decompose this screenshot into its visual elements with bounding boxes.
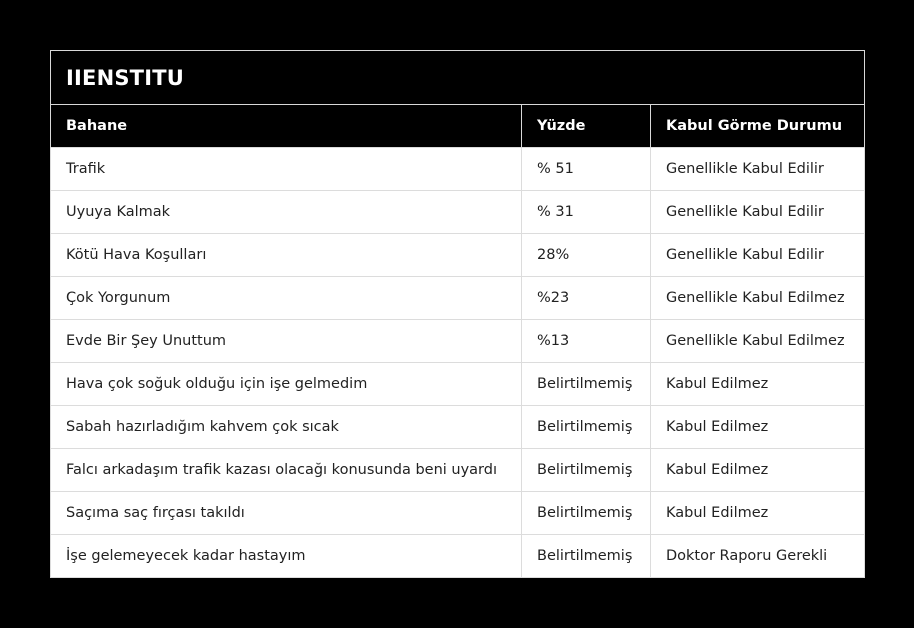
percentage-cell: Belirtilmemiş <box>522 406 651 449</box>
acceptance-cell: Doktor Raporu Gerekli <box>651 535 865 578</box>
table-row <box>51 492 865 535</box>
table-row <box>51 277 865 320</box>
excuse-cell: Saçıma saç fırçası takıldı <box>51 492 522 535</box>
table-title-row <box>51 51 865 105</box>
table-row <box>51 535 865 578</box>
acceptance-cell: Kabul Edilmez <box>651 492 865 535</box>
excuse-cell: Sabah hazırladığım kahvem çok sıcak <box>51 406 522 449</box>
excuse-cell: Uyuya Kalmak <box>51 191 522 234</box>
percentage-cell: 28% <box>522 234 651 277</box>
column-header-percentage: Yüzde <box>522 105 651 148</box>
percentage-cell: Belirtilmemiş <box>522 363 651 406</box>
acceptance-cell: Genellikle Kabul Edilmez <box>651 277 865 320</box>
acceptance-cell: Genellikle Kabul Edilir <box>651 148 865 191</box>
table-row <box>51 363 865 406</box>
acceptance-cell: Genellikle Kabul Edilir <box>651 191 865 234</box>
table-title: IIENSTITU <box>51 51 865 105</box>
percentage-cell: Belirtilmemiş <box>522 535 651 578</box>
column-header-excuse: Bahane <box>51 105 522 148</box>
acceptance-cell: Genellikle Kabul Edilir <box>651 234 865 277</box>
percentage-cell: %23 <box>522 277 651 320</box>
acceptance-cell: Genellikle Kabul Edilmez <box>651 320 865 363</box>
table-header-row <box>51 105 865 148</box>
percentage-cell: Belirtilmemiş <box>522 449 651 492</box>
excuse-cell: Çok Yorgunum <box>51 277 522 320</box>
excuse-cell: Falcı arkadaşım trafik kazası olacağı konusunda beni uyardı <box>51 449 522 492</box>
table-row <box>51 320 865 363</box>
table-row <box>51 449 865 492</box>
excuse-cell: Evde Bir Şey Unuttum <box>51 320 522 363</box>
table-row <box>51 234 865 277</box>
table-row <box>51 148 865 191</box>
percentage-cell: % 51 <box>522 148 651 191</box>
acceptance-cell: Kabul Edilmez <box>651 363 865 406</box>
acceptance-cell: Kabul Edilmez <box>651 449 865 492</box>
excuses-table <box>50 50 865 578</box>
percentage-cell: %13 <box>522 320 651 363</box>
excuse-cell: Trafik <box>51 148 522 191</box>
acceptance-cell: Kabul Edilmez <box>651 406 865 449</box>
column-header-acceptance: Kabul Görme Durumu <box>651 105 865 148</box>
excuse-cell: Kötü Hava Koşulları <box>51 234 522 277</box>
percentage-cell: Belirtilmemiş <box>522 492 651 535</box>
excuse-cell: İşe gelemeyecek kadar hastayım <box>51 535 522 578</box>
table-row <box>51 191 865 234</box>
excuse-cell: Hava çok soğuk olduğu için işe gelmedim <box>51 363 522 406</box>
percentage-cell: % 31 <box>522 191 651 234</box>
excuses-table-container <box>50 50 864 578</box>
table-row <box>51 406 865 449</box>
